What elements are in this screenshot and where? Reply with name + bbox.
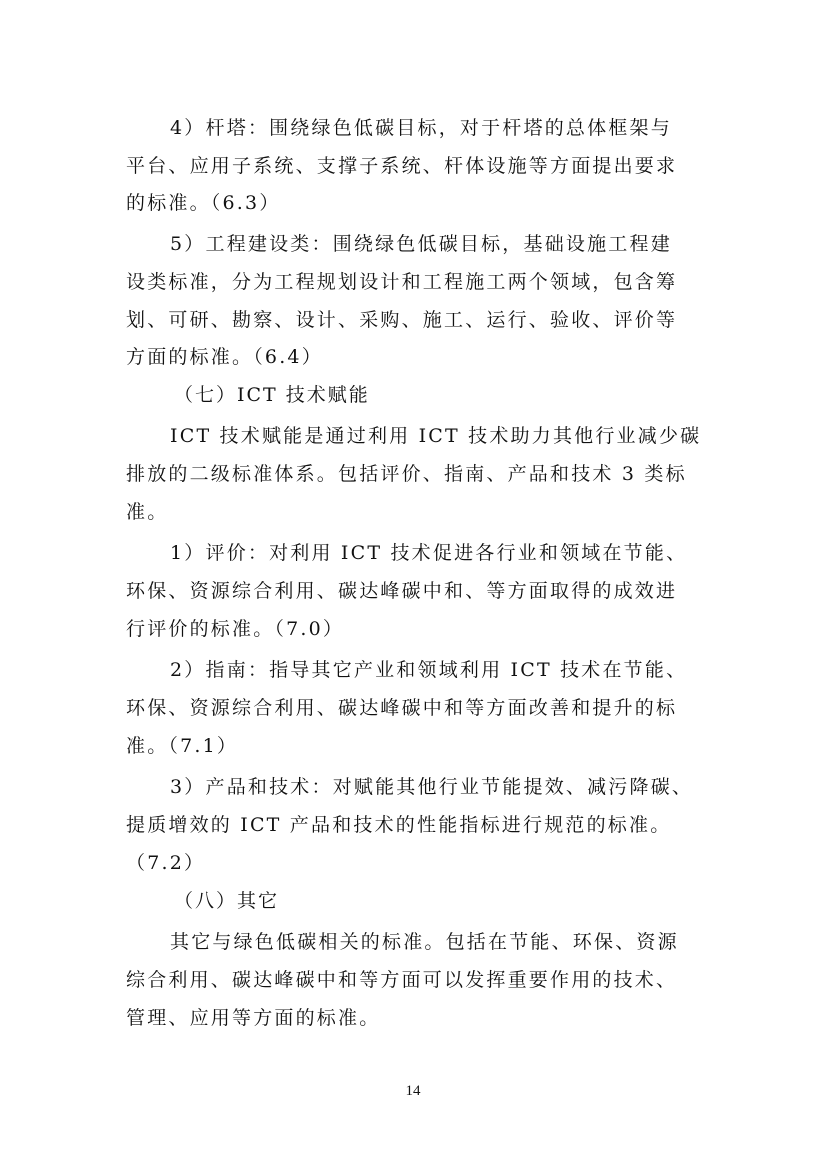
paragraph-line: 综合利用、碳达峰碳中和等方面可以发挥重要作用的技术、 (126, 969, 678, 991)
paragraph-line: 提质增效的 ICT 产品和技术的性能指标进行规范的标准。 (126, 814, 672, 836)
section-heading: （七）ICT 技术赋能 (174, 384, 370, 406)
paragraph-line: 的标准。（6.3） (126, 192, 281, 214)
paragraph-line: 4）杆塔：围绕绿色低碳目标，对于杆塔的总体框架与 (170, 117, 672, 139)
paragraph-line: 环保、资源综合利用、碳达峰碳中和、等方面取得的成效进 (126, 580, 678, 602)
paragraph-line: 平台、应用子系统、支撑子系统、杆体设施等方面提出要求 (126, 155, 678, 177)
paragraph-line: 准。 (126, 501, 169, 523)
paragraph-line: 管理、应用等方面的标准。 (126, 1007, 381, 1029)
paragraph-line: （7.2） (126, 852, 206, 874)
paragraph-line: 准。（7.1） (126, 735, 239, 757)
paragraph-line: 3）产品和技术：对赋能其他行业节能提效、减污降碳、 (170, 776, 694, 798)
paragraph-line: 方面的标准。（6.4） (126, 346, 323, 368)
paragraph-line: 划、可研、勘察、设计、采购、施工、运行、验收、评价等 (126, 309, 678, 331)
paragraph-line: 5）工程建设类：围绕绿色低碳目标，基础设施工程建 (170, 233, 672, 255)
paragraph-line: 环保、资源综合利用、碳达峰碳中和等方面改善和提升的标 (126, 697, 678, 719)
paragraph-line: 设类标准，分为工程规划设计和工程施工两个领域，包含筹 (126, 271, 678, 293)
page-number: 14 (405, 1083, 421, 1099)
paragraph-line: ICT 技术赋能是通过利用 ICT 技术助力其他行业减少碳 (170, 425, 702, 447)
paragraph-line: 1）评价：对利用 ICT 技术促进各行业和领域在节能、 (170, 542, 688, 564)
section-heading: （八）其它 (174, 890, 280, 912)
paragraph-line: 行评价的标准。（7.0） (126, 618, 345, 640)
paragraph-line: 排放的二级标准体系。包括评价、指南、产品和技术 3 类标 (126, 463, 687, 485)
paragraph-line: 其它与绿色低碳相关的标准。包括在节能、环保、资源 (170, 931, 679, 953)
paragraph-line: 2）指南：指导其它产业和领域利用 ICT 技术在节能、 (170, 659, 688, 681)
